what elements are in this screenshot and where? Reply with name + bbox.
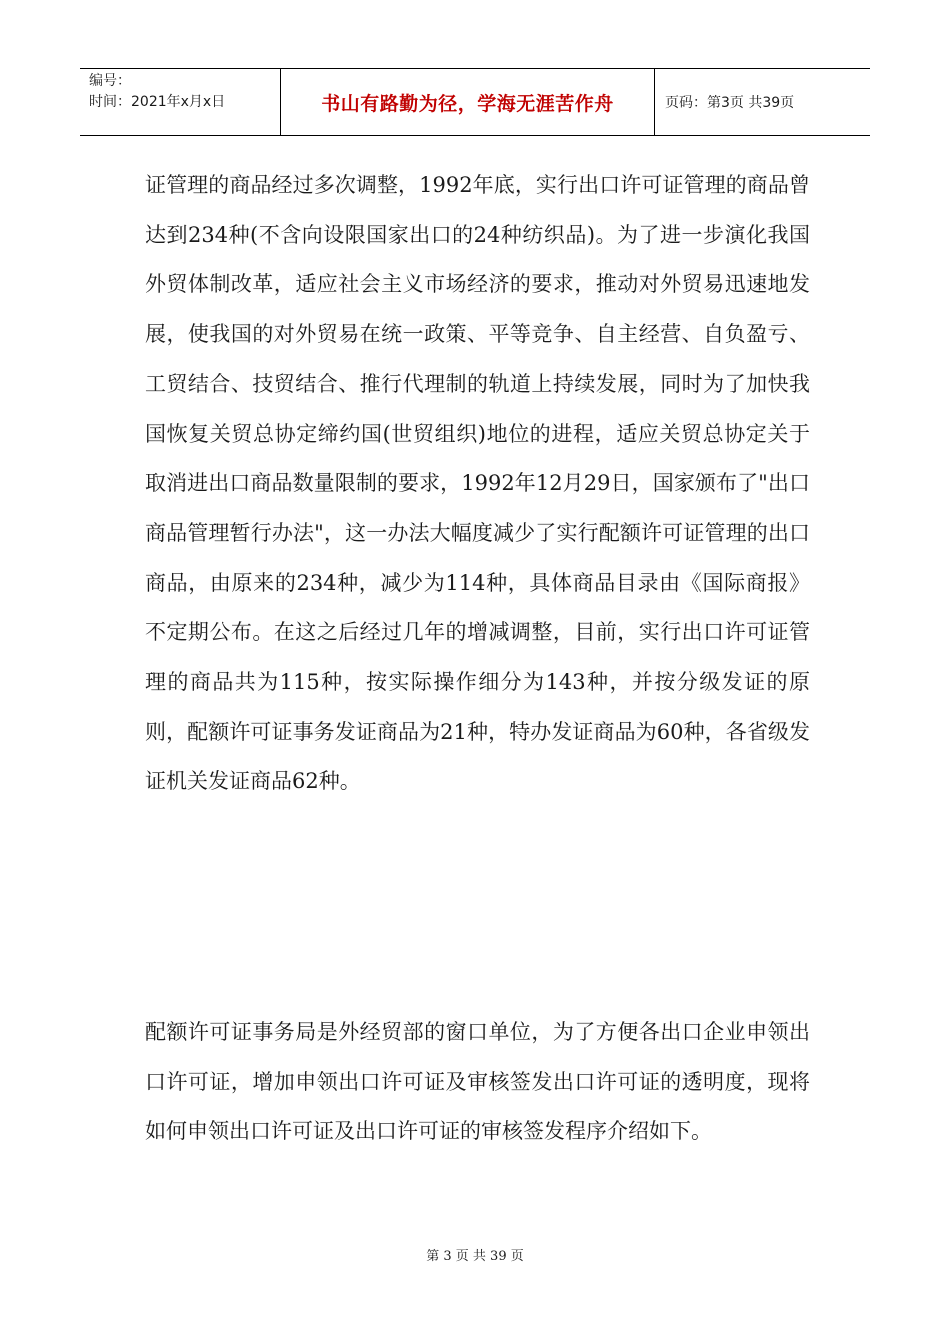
document-date: 时间：2021年x月x日 bbox=[89, 94, 226, 110]
header-page-info: 页码：第3页 共39页 bbox=[665, 95, 795, 111]
header-meta bbox=[80, 69, 281, 135]
page-footer: 第 3 页 共 39 页 bbox=[426, 1249, 524, 1264]
body-paragraph-1: 证管理的商品经过多次调整，1992年底，实行出口许可证管理的商品曾达到234种(不含向设限国家出口的24种纺织品)。为了进一步演化我国外贸体制改革，适应社会主义市场经济的要求，推动对外贸易迅速地发展，使我国的对外贸易在统一政策、平等竞争、自主经营、自负盈亏、工贸结合、技贸结合、推行代理制的轨道上持续发展，同时为了加快我国恢复关贸总协定缔约国(世贸组织)地位的进程，适应关贸总协定关于取消进出口商品数量限制的要求，1992年12月29日，国家颁布了"出口商品管理暂行办法"，这一办法大幅度减少了实行配额许可证管理的出口商品，由原来的234种，减少为114种，具体商品目录由《国际商报》不定期公布。在这之后经过几年的增减调整，目前，实行出口许可证管理的商品共为115种，按实际操作细分为143种，并按分级发证的原则，配额许可证事务发证商品为21种，特办发证商品为60种，各省级发证机关发证商品62种。 bbox=[145, 173, 810, 794]
page-header bbox=[80, 68, 870, 136]
body-paragraph-2: 配额许可证事务局是外经贸部的窗口单位，为了方便各出口企业申领出口许可证，增加申领出口许可证及审核签发出口许可证的透明度，现将如何申领出口许可证及出口许可证的审核签发程序介绍如下。 bbox=[145, 1020, 810, 1144]
header-motto: 书山有路勤为径，学海无涯苦作舟 bbox=[281, 69, 655, 135]
document-number-label: 编号： bbox=[89, 73, 131, 89]
